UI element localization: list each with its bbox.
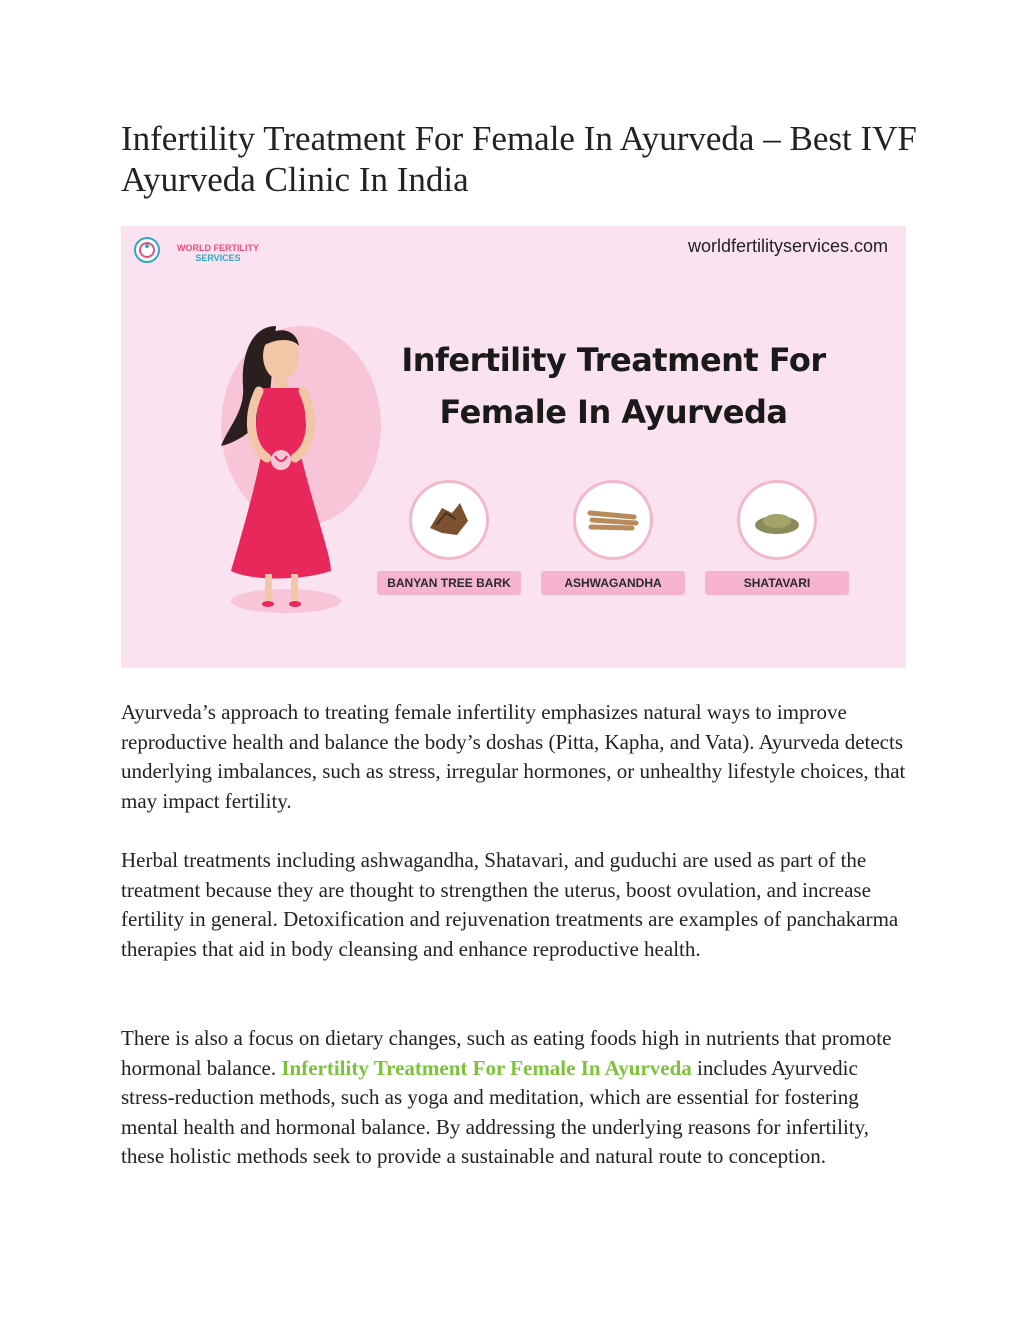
logo-icon (133, 234, 167, 266)
logo-line-2: SERVICES (195, 253, 241, 263)
woman-illustration-icon (181, 316, 411, 656)
logo-line-1: WORLD FERTILITY (177, 243, 259, 253)
paragraph-2: Herbal treatments including ashwagandha, Shatavari, and guduchi are used as part of the treatment because they are thought to strengthen the uterus, boost ovulation, and increase fertility in general. Detoxification and rejuvenation treatments are examples of panchakarma therapies that aid in body cleansing and enhance reproductive health. (121, 848, 899, 961)
herb-powder-icon (740, 483, 814, 557)
root-icon (576, 483, 650, 557)
paragraph-3-after: includes Ayurvedic stress-reduction methods, such as yoga and meditation, which are essential for fostering mental health and hormonal balance. By addressing the underlying reasons for infertility, these holistic methods seek to provide a sustainable and natural route to conception. (121, 1055, 870, 1169)
paragraph-3 (121, 1024, 911, 1172)
ashwagandha-image (573, 480, 653, 560)
herb-label-banyan: BANYAN TREE BARK (377, 571, 521, 595)
banner-heading-line-2: Female In Ayurveda (439, 393, 788, 431)
treatment-link[interactable]: Infertility Treatment For Female In Ayurveda (281, 1055, 692, 1080)
herb-label-shatavari: SHATAVARI (705, 571, 849, 595)
banner-heading (391, 334, 836, 438)
herb-label-ashwagandha: ASHWAGANDHA (541, 571, 685, 595)
logo-text (173, 243, 263, 263)
brand-logo (133, 234, 258, 266)
paragraph-3-before: There is also a focus on dietary changes, such as eating foods high in nutrients that promote hormonal balance. (121, 1026, 892, 1080)
bark-icon (412, 483, 486, 557)
banner-heading-line-1: Infertility Treatment For (401, 341, 826, 379)
paragraph-1: Ayurveda’s approach to treating female infertility emphasizes natural ways to improve reproductive health and balance the body’s doshas (Pitta, Kapha, and Vata). Ayurveda detects underlying imbalances, such as stress, irregular hormones, or unhealthy lifestyle choices, that may impact fertility. (121, 700, 906, 813)
shatavari-image (737, 480, 817, 560)
site-url: worldfertilityservices.com (687, 236, 888, 256)
hero-banner (121, 226, 906, 668)
article-title: Infertility Treatment For Female In Ayurveda – Best IVF Ayurveda Clinic In India (121, 119, 917, 199)
banyan-bark-image (409, 480, 489, 560)
